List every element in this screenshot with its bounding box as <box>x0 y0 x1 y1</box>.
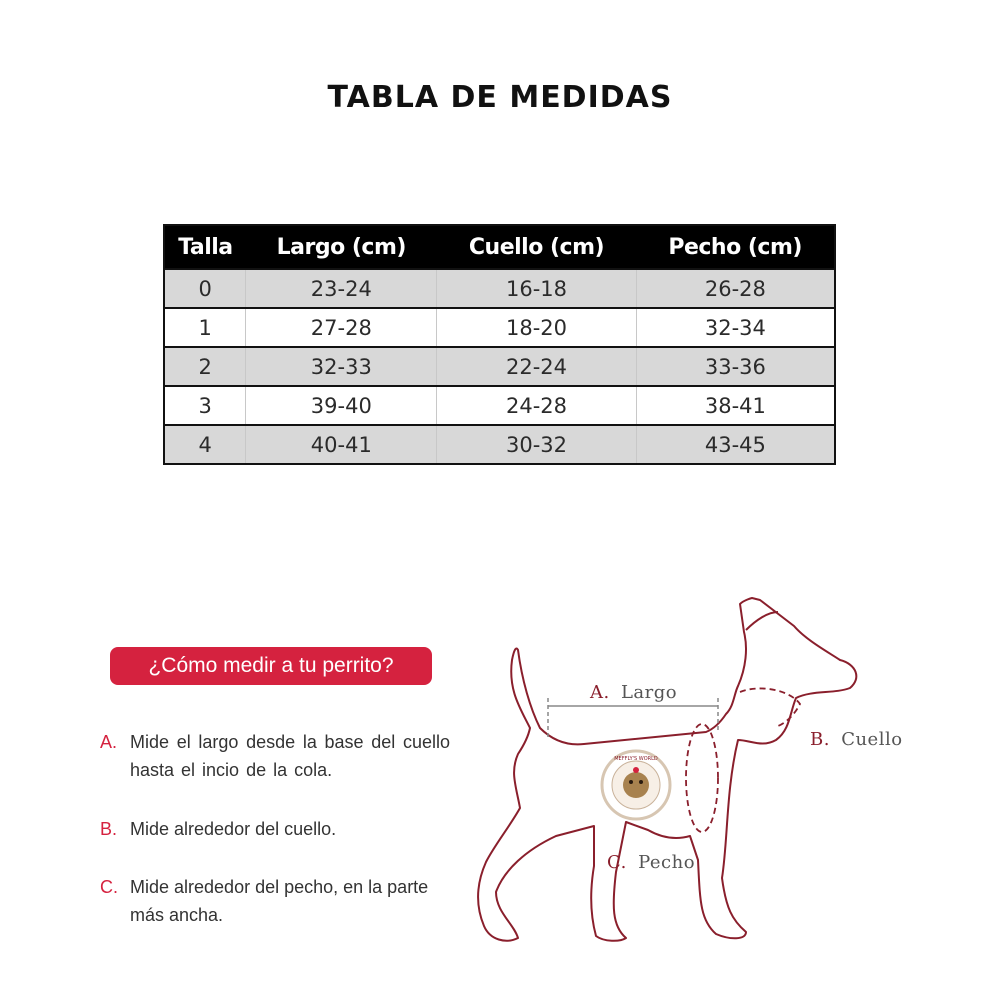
label-text: Largo <box>620 682 678 703</box>
brand-logo <box>602 751 670 819</box>
table-cell: 3 <box>164 386 246 425</box>
label-letter: C. <box>607 852 627 873</box>
dog-ear-line <box>746 612 778 630</box>
table-cell: 26-28 <box>636 269 835 308</box>
table-cell: 0 <box>164 269 246 308</box>
table-cell: 16-18 <box>437 269 637 308</box>
table-cell: 38-41 <box>636 386 835 425</box>
table-cell: 4 <box>164 425 246 464</box>
table-cell: 27-28 <box>246 308 437 347</box>
how-to-heading: ¿Cómo medir a tu perrito? <box>110 647 432 685</box>
instruction-letter: A. <box>100 732 118 752</box>
column-header: Cuello (cm) <box>437 225 637 269</box>
instruction-text: Mide alrededor del cuello. <box>130 819 337 839</box>
label-letter: A. <box>590 682 610 703</box>
column-header: Largo (cm) <box>246 225 437 269</box>
table-cell: 39-40 <box>246 386 437 425</box>
instruction-text: Mide el largo desde la base del cuello hasta el incio de la cola. <box>130 732 450 780</box>
table-cell: 24-28 <box>437 386 637 425</box>
table-cell: 1 <box>164 308 246 347</box>
table-cell: 2 <box>164 347 246 386</box>
instruction-text: Mide alrededor del pecho, en la parte más ancha. <box>130 877 429 925</box>
table-cell: 32-33 <box>246 347 437 386</box>
table-cell: 33-36 <box>636 347 835 386</box>
instruction-letter: C. <box>100 877 118 897</box>
label-text: Pecho <box>638 852 696 873</box>
instruction-letter: B. <box>100 819 118 839</box>
column-header: Talla <box>164 225 246 269</box>
label-cuello <box>810 729 903 750</box>
table-cell: 40-41 <box>246 425 437 464</box>
label-letter: B. <box>810 729 830 750</box>
table-cell: 30-32 <box>437 425 637 464</box>
column-header: Pecho (cm) <box>636 225 835 269</box>
table-cell: 32-34 <box>636 308 835 347</box>
table-cell: 18-20 <box>437 308 637 347</box>
logo-text: MEFFLY'S WORLD <box>614 756 658 762</box>
label-text: Cuello <box>841 729 903 750</box>
chest-measure-line <box>686 724 718 832</box>
neck-measure-line <box>740 688 800 726</box>
table-cell: 43-45 <box>636 425 835 464</box>
page-title: TABLA DE MEDIDAS <box>327 80 673 115</box>
table-cell: 22-24 <box>437 347 637 386</box>
label-pecho <box>607 852 695 873</box>
table-cell: 23-24 <box>246 269 437 308</box>
label-largo <box>589 682 677 703</box>
